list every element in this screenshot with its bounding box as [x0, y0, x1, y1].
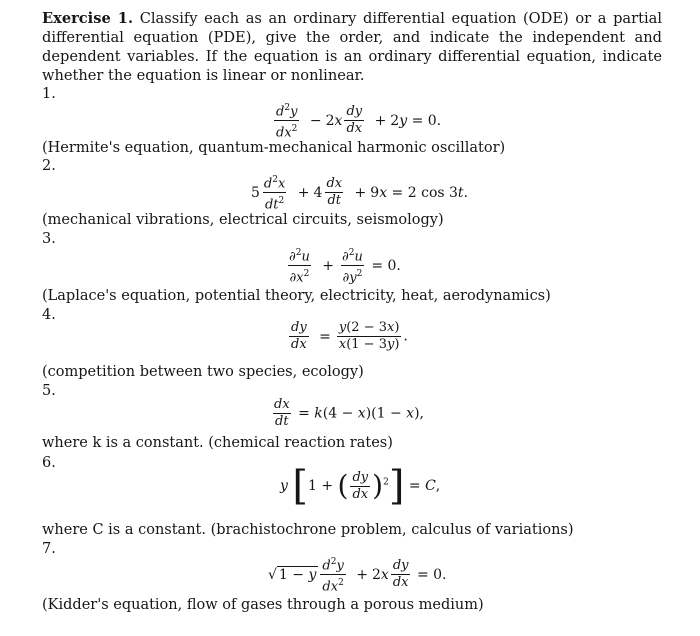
- item-number-7: 7.: [42, 541, 56, 557]
- item-note-2: (mechanical vibrations, electrical circuits, seismology): [42, 212, 444, 228]
- equation-1: $\frac{d^2y}{dx^2}$ − 2x $\frac{dy}{dx}$ + 2y = 0.: [276, 103, 442, 141]
- item-number-2: 2.: [42, 158, 56, 174]
- exercise-instructions: Classify each as an ordinary differential equation (ODE) or a partial differential equation (PDE), give the order, and indicate the independent and dependent variables. If the equation is an ordinary differential equation, indicate whether the equation is linear or nonlinear.: [42, 10, 662, 84]
- equation-5: $\frac{dx}{dt}$ = k(4 − x)(1 − x),: [274, 397, 424, 429]
- item-number-6: 6.: [42, 455, 56, 471]
- item-number-1: 1.: [42, 86, 56, 102]
- item-note-5: where k is a constant. (chemical reaction rates): [42, 435, 393, 451]
- equation-7: √ 1 − y $\frac{d^2y}{dx^2}$ + 2x $\frac{dy}{dx}$ = 0.: [268, 557, 447, 595]
- item-note-7: (Kidder's equation, flow of gases through a porous medium): [42, 597, 484, 613]
- item-note-4: (competition between two species, ecology): [42, 364, 364, 380]
- item-note-3: (Laplace's equation, potential theory, electricity, heat, aerodynamics): [42, 288, 551, 304]
- equation-2: 5 $\frac{d^2x}{dt^2}$ + 4 $\frac{dx}{dt}$ + 9x = 2 cos 3t.: [251, 175, 469, 213]
- item-number-5: 5.: [42, 383, 56, 399]
- item-note-1: (Hermite's equation, quantum-mechanical harmonic oscillator): [42, 140, 506, 156]
- item-number-3: 3.: [42, 231, 56, 247]
- equation-4: $\frac{dy}{dx}$ = $\frac{y(2 - 3x)}{x(1 - 3y)}$ .: [291, 320, 408, 352]
- equation-6: y [1 + ( $\frac{dy}{dx}$ )$^2$] = C,: [280, 463, 441, 509]
- item-number-4: 4.: [42, 307, 56, 323]
- exercise-intro: [42, 9, 662, 85]
- exercise-heading: Exercise 1.: [42, 10, 134, 27]
- item-note-6: where C is a constant. (brachistochrone problem, calculus of variations): [42, 522, 574, 538]
- equation-3: $\frac{\partial^2u}{\partial x^2}$ + $\frac{\partial^2u}{\partial y^2}$ = 0.: [289, 248, 401, 286]
